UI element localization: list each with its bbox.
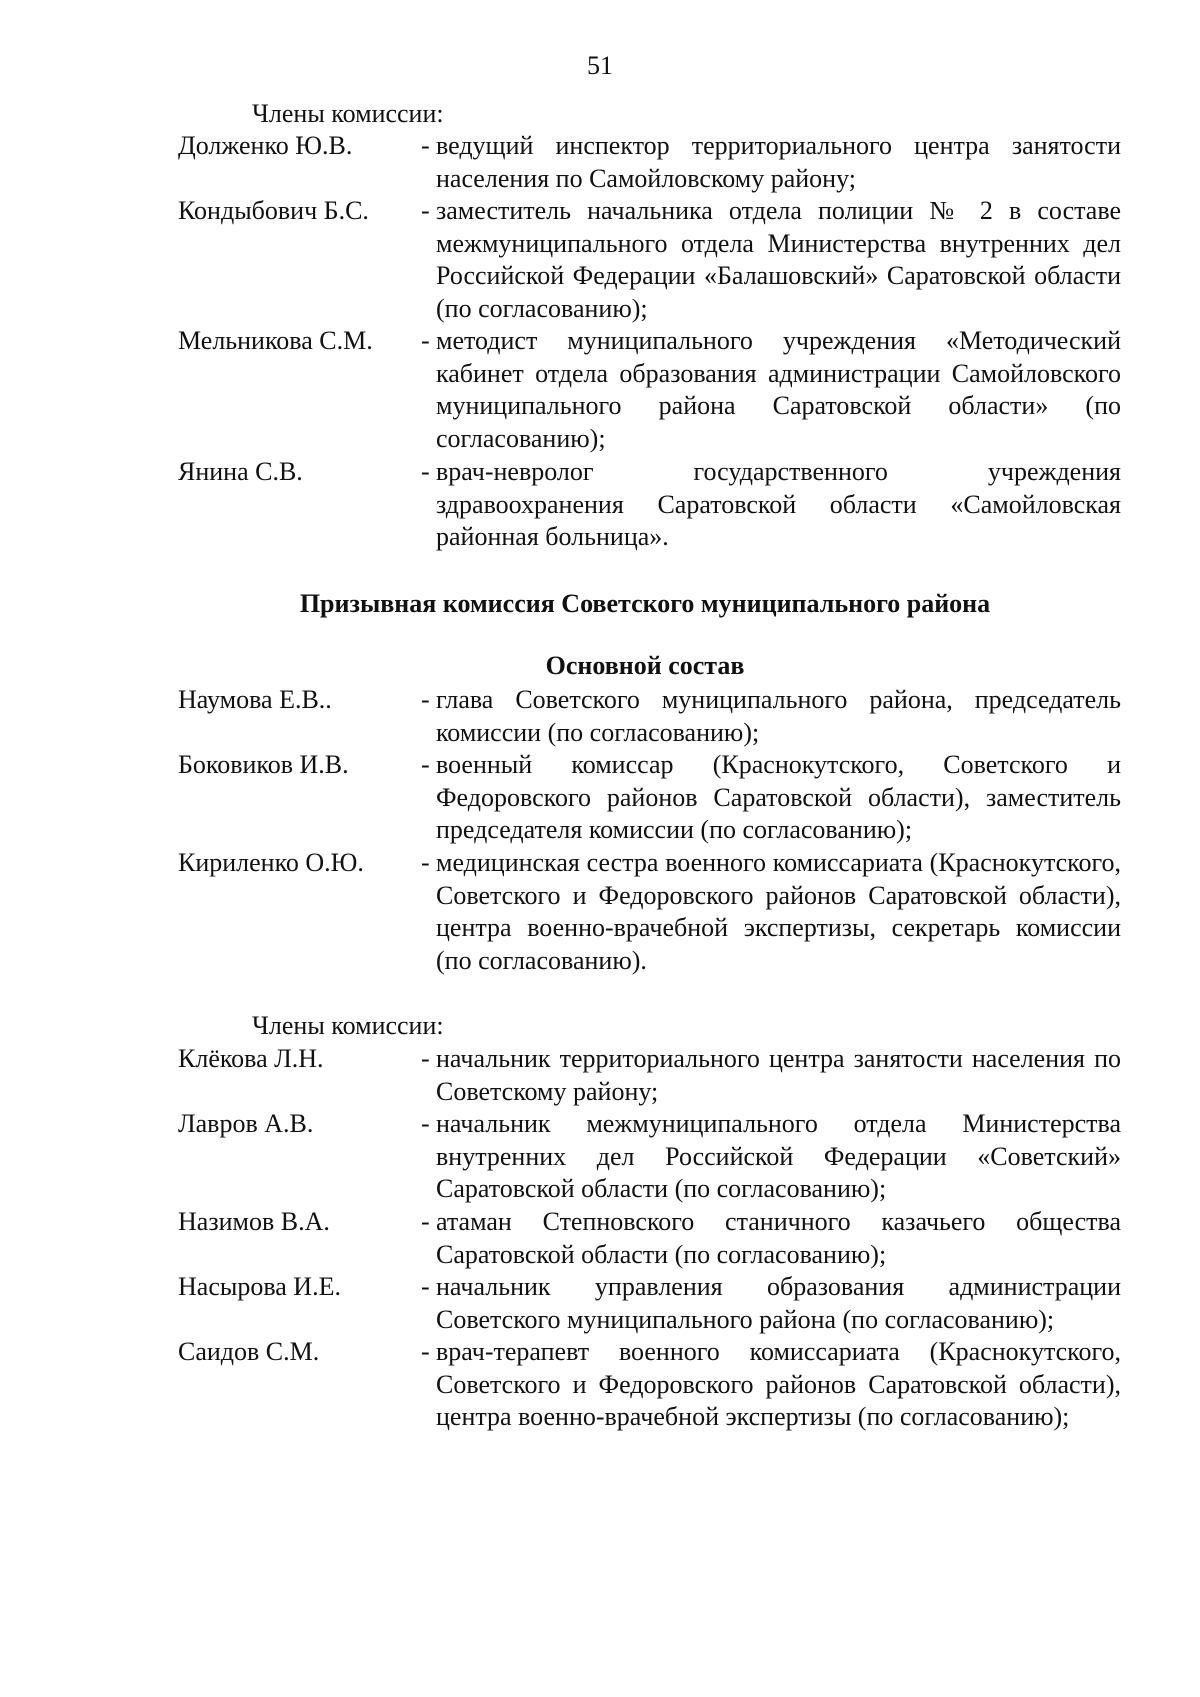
member-name: Лавров А.В. <box>178 1109 314 1138</box>
dash: - <box>421 1109 430 1138</box>
member-name: Кириленко О.Ю. <box>178 848 364 877</box>
member-position: заместитель начальника отдела полиции № 2 в составе межмуниципального отдела Министерства внутренних дел Российской Федерации «Балашовский» Саратовской области (по согласованию); <box>436 196 1121 323</box>
member-position: врач-невролог государственного учреждения здравоохранения Саратовской области «Самойловская районная больница». <box>436 457 1121 551</box>
member-position: ведущий инспектор территориального центра занятости населения по Самойловскому району; <box>436 131 1121 193</box>
members-label: Члены комиссии: <box>252 1011 444 1040</box>
member-name: Янина С.В. <box>178 457 303 486</box>
members-label: Члены комиссии: <box>252 99 444 128</box>
dash: - <box>421 196 430 225</box>
dash: - <box>421 1272 430 1301</box>
member-name: Кондыбович Б.С. <box>178 196 369 225</box>
section-title: Основной состав <box>545 651 745 680</box>
member-name: Клёкова Л.Н. <box>178 1044 324 1073</box>
dash: - <box>421 848 430 877</box>
member-position: начальник межмуниципального отдела Министерства внутренних дел Российской Федерации «Советский» Саратовской области (по согласованию); <box>436 1109 1121 1203</box>
member-name: Боковиков И.В. <box>178 750 349 779</box>
member-name: Насырова И.Е. <box>178 1272 341 1301</box>
member-position: глава Советского муниципального района, председатель комиссии (по согласованию); <box>436 685 1121 747</box>
member-name: Саидов С.М. <box>178 1337 320 1366</box>
dash: - <box>421 457 430 486</box>
member-name: Назимов В.А. <box>178 1207 330 1236</box>
member-position: военный комиссар (Краснокутского, Советского и Федоровского районов Саратовской области), заместитель председателя комиссии (по согласованию); <box>436 750 1121 844</box>
dash: - <box>421 750 430 779</box>
dash: - <box>421 326 430 355</box>
member-position: атаман Степновского станичного казачьего общества Саратовской области (по согласованию); <box>436 1207 1121 1269</box>
dash: - <box>421 685 430 714</box>
dash: - <box>421 1207 430 1236</box>
member-position: начальник территориального центра занятости населения по Советскому району; <box>436 1044 1121 1106</box>
commission-title: Призывная комиссия Советского муниципального района <box>299 589 991 618</box>
dash: - <box>421 1044 430 1073</box>
member-name: Мельникова С.М. <box>178 326 373 355</box>
member-position: врач-терапевт военного комиссариата (Краснокутского, Советского и Федоровского районов Саратовской области), центра военно-врачебной экспертизы (по согласованию); <box>436 1337 1121 1431</box>
member-position: методист муниципального учреждения «Методический кабинет отдела образования администрации Самойловского муниципального района Саратовской области» (по согласованию); <box>436 326 1121 453</box>
member-position: начальник управления образования администрации Советского муниципального района (по согласованию); <box>436 1272 1121 1334</box>
dash: - <box>421 131 430 160</box>
member-name: Наумова Е.В.. <box>178 685 332 714</box>
member-position: медицинская сестра военного комиссариата (Краснокутского, Советского и Федоровского районов Саратовской области), центра военно-врачебной экспертизы, секретарь комиссии (по согласованию). <box>436 848 1121 975</box>
member-name: Долженко Ю.В. <box>178 131 353 160</box>
page-number: 51 <box>587 51 613 80</box>
dash: - <box>421 1337 430 1366</box>
